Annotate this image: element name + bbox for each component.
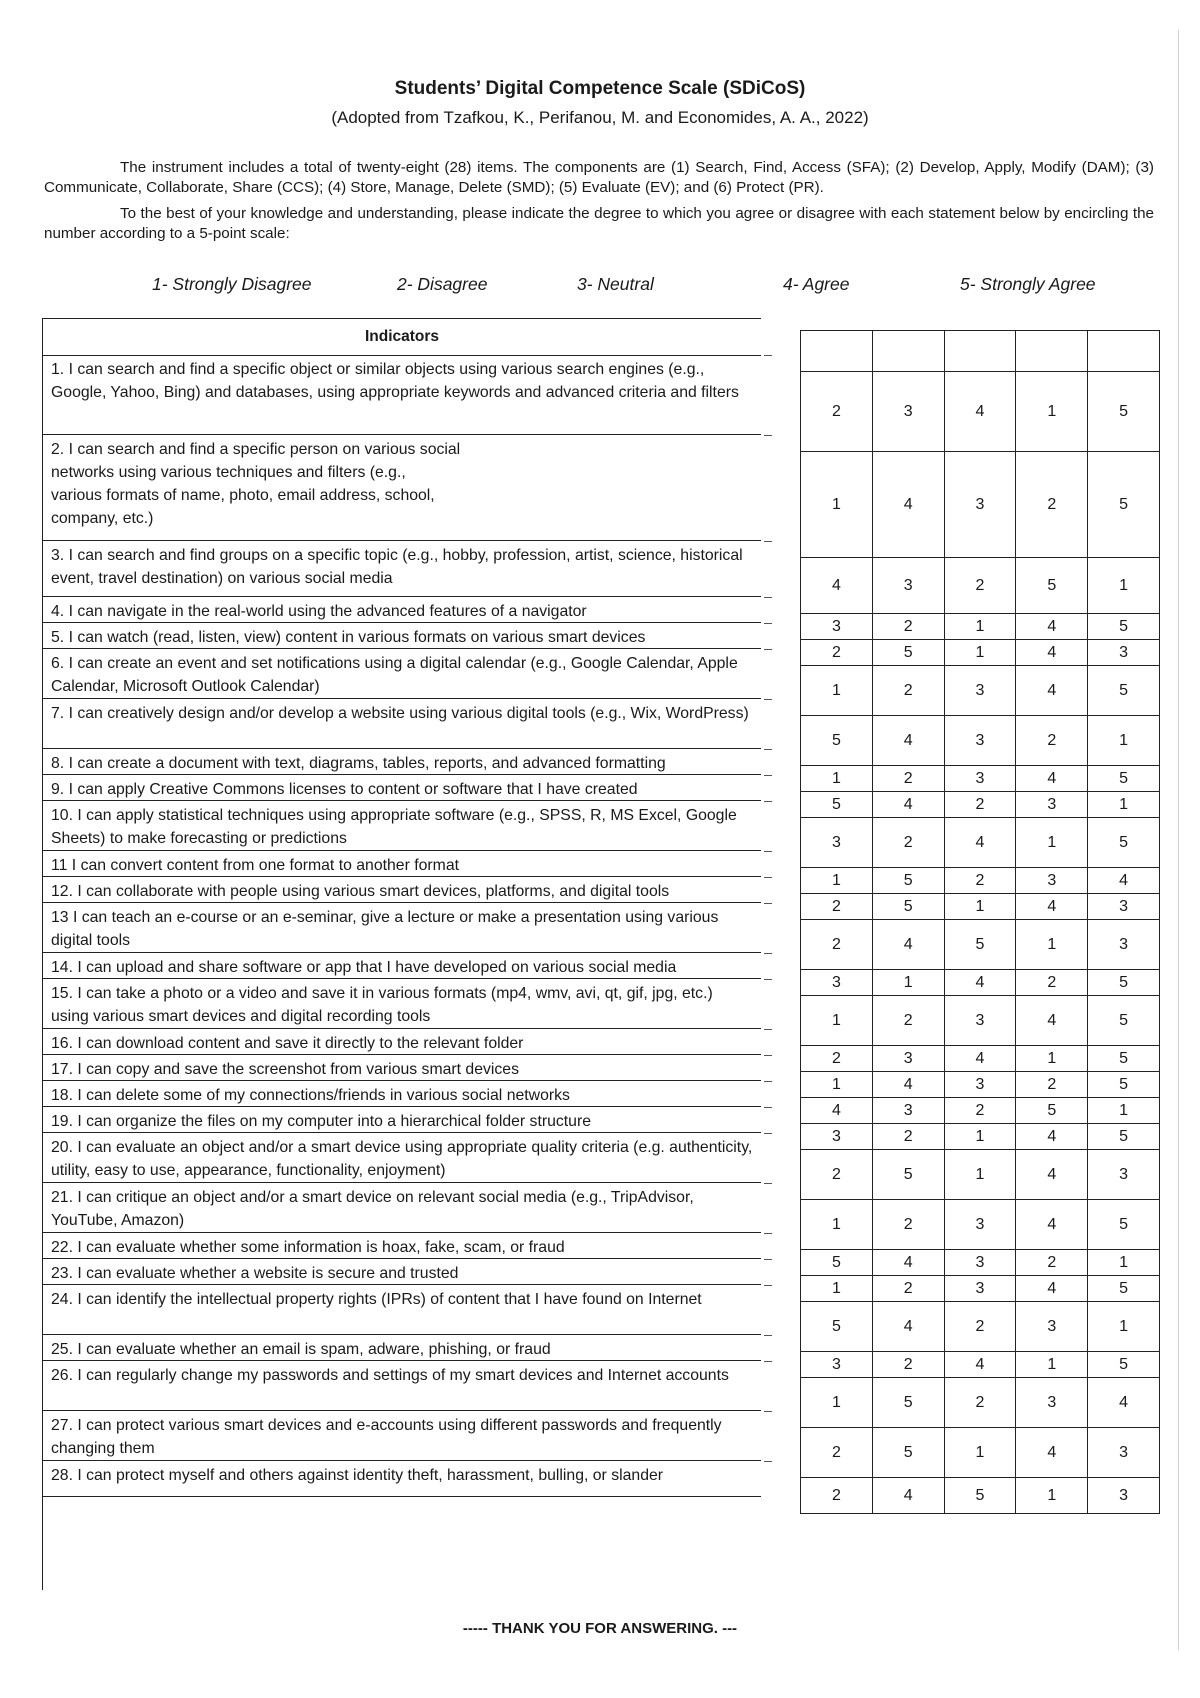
rating-option[interactable]: 5	[801, 792, 873, 817]
rating-option[interactable]: 2	[945, 1302, 1017, 1351]
rating-option[interactable]: 1	[801, 1378, 873, 1427]
rating-option[interactable]: 1	[801, 766, 873, 791]
rating-option[interactable]: 1	[801, 868, 873, 893]
rating-row	[800, 716, 1160, 766]
indicators-rows	[43, 355, 761, 1497]
row-tick	[764, 1461, 772, 1462]
rating-option[interactable]: 5	[1088, 1072, 1160, 1097]
rating-option[interactable]: 4	[945, 372, 1017, 451]
rating-option[interactable]: 5	[1088, 614, 1160, 639]
rating-option[interactable]: 2	[801, 920, 873, 969]
rating-option[interactable]: 2	[873, 614, 945, 639]
rating-option[interactable]: 1	[801, 666, 873, 715]
rating-option[interactable]: 4	[873, 1478, 945, 1513]
row-tick	[764, 801, 772, 802]
rating-option[interactable]: 5	[1088, 452, 1160, 557]
rating-option[interactable]: 1	[1016, 372, 1088, 451]
rating-option[interactable]: 4	[1088, 1378, 1160, 1427]
row-tick	[764, 1233, 772, 1234]
indicator-item: 16. I can download content and save it directly to the relevant folder	[43, 1029, 761, 1055]
rating-option[interactable]: 2	[801, 372, 873, 451]
rating-option[interactable]: 4	[1016, 614, 1088, 639]
indicator-item: 19. I can organize the files on my computer into a hierarchical folder structure	[43, 1107, 761, 1133]
rating-option[interactable]: 3	[945, 666, 1017, 715]
row-tick	[764, 1029, 772, 1030]
indicator-item: 3. I can search and find groups on a specific topic (e.g., hobby, profession, artist, science, historical event, travel destination) on various social media	[43, 541, 761, 597]
rating-option[interactable]: 4	[945, 1046, 1017, 1071]
rating-row	[800, 1098, 1160, 1124]
rating-option[interactable]: 2	[873, 1124, 945, 1149]
row-tick	[764, 597, 772, 598]
indicator-item: 23. I can evaluate whether a website is secure and trusted	[43, 1259, 761, 1285]
row-tick	[764, 1183, 772, 1184]
rating-row	[800, 1428, 1160, 1478]
scale-label-4: 4- Agree	[783, 274, 850, 294]
rating-option[interactable]: 5	[873, 1428, 945, 1477]
rating-option[interactable]: 1	[1088, 558, 1160, 613]
indicator-item: 21. I can critique an object and/or a smart device on relevant social media (e.g., TripAdvisor, YouTube, Amazon)	[43, 1183, 761, 1233]
row-tick	[764, 851, 772, 852]
indicator-item: 18. I can delete some of my connections/friends in various social networks	[43, 1081, 761, 1107]
rating-option[interactable]: 1	[945, 640, 1017, 665]
rating-option[interactable]: 5	[1016, 1098, 1088, 1123]
rating-row	[800, 372, 1160, 452]
indicator-item: 28. I can protect myself and others against identity theft, harassment, bulling, or slander	[43, 1461, 761, 1497]
rating-option[interactable]: 5	[1088, 970, 1160, 995]
row-tick	[764, 877, 772, 878]
indicator-item: 17. I can copy and save the screenshot from various smart devices	[43, 1055, 761, 1081]
row-tick	[764, 1335, 772, 1336]
rating-row	[800, 1478, 1160, 1514]
rating-option[interactable]: 1	[801, 1200, 873, 1249]
indicator-item: 20. I can evaluate an object and/or a smart device using appropriate quality criteria (e.g. authenticity, utility, easy to use, appearance, functionality, enjoyment)	[43, 1133, 761, 1183]
rating-option[interactable]: 2	[873, 1352, 945, 1377]
rating-header-cell	[945, 331, 1017, 371]
rating-option[interactable]: 4	[801, 558, 873, 613]
rating-option[interactable]: 4	[1016, 996, 1088, 1045]
indicator-item: 1. I can search and find a specific object or similar objects using various search engines (e.g., Google, Yahoo, Bing) and databases, using appropriate keywords and advanced criteria and filters	[43, 355, 761, 435]
rating-option[interactable]: 1	[1088, 1302, 1160, 1351]
rating-option[interactable]: 4	[1016, 1124, 1088, 1149]
rating-option[interactable]: 4	[873, 792, 945, 817]
rating-option[interactable]: 4	[1088, 868, 1160, 893]
rating-row	[800, 1302, 1160, 1352]
rating-option[interactable]: 5	[1088, 818, 1160, 867]
rating-option[interactable]: 4	[1016, 766, 1088, 791]
rating-option[interactable]: 2	[873, 818, 945, 867]
rating-row	[800, 640, 1160, 666]
rating-option[interactable]: 2	[945, 1378, 1017, 1427]
rating-header-cell	[873, 331, 945, 371]
rating-row	[800, 614, 1160, 640]
rating-table	[800, 330, 1160, 1590]
rating-option[interactable]: 5	[1088, 1124, 1160, 1149]
rating-option[interactable]: 5	[1088, 666, 1160, 715]
rating-option[interactable]: 4	[945, 1352, 1017, 1377]
rating-option[interactable]: 3	[945, 1250, 1017, 1275]
rating-option[interactable]: 3	[1016, 1378, 1088, 1427]
rating-option[interactable]: 1	[1088, 1250, 1160, 1275]
rating-option[interactable]: 3	[801, 970, 873, 995]
intro-paragraph: The instrument includes a total of twenty-eight (28) items. The components are (1) Search, Find, Access (SFA); (2) Develop, Apply, Modify (DAM); (3) Communicate, Collaborate, Share (CCS); (4) Store, Manage, Delete (SMD); (5) Evaluate (EV); and (6) Protect (PR).	[44, 159, 1154, 196]
rating-option[interactable]: 5	[873, 868, 945, 893]
indicator-item: 5. I can watch (read, listen, view) content in various formats on various smart devices	[43, 623, 761, 649]
scale-label-3: 3- Neutral	[577, 274, 654, 294]
rating-option[interactable]: 3	[1016, 868, 1088, 893]
document-subtitle: (Adopted from Tzafkou, K., Perifanou, M. and Economides, A. A., 2022)	[331, 108, 869, 127]
indicator-item: 13 I can teach an e-course or an e-seminar, give a lecture or make a presentation using various digital tools	[43, 903, 761, 953]
document-title: Students’ Digital Competence Scale (SDiCoS)	[394, 78, 806, 99]
row-tick	[764, 1285, 772, 1286]
rating-option[interactable]: 3	[873, 558, 945, 613]
rating-option[interactable]: 2	[1016, 716, 1088, 765]
rating-option[interactable]: 4	[1016, 1200, 1088, 1249]
indicator-item: 4. I can navigate in the real-world using the advanced features of a navigator	[43, 597, 761, 623]
rating-option[interactable]: 1	[945, 894, 1017, 919]
rating-option[interactable]: 4	[1016, 1276, 1088, 1301]
rating-option[interactable]: 2	[873, 766, 945, 791]
rating-header-cell	[801, 331, 873, 371]
rating-option[interactable]: 1	[945, 614, 1017, 639]
indicator-item: 26. I can regularly change my passwords and settings of my smart devices and Internet accounts	[43, 1361, 761, 1411]
rating-option[interactable]: 2	[801, 1478, 873, 1513]
scale-label-1: 1- Strongly Disagree	[152, 274, 312, 294]
rating-row	[800, 1378, 1160, 1428]
rating-option[interactable]: 3	[801, 818, 873, 867]
indicator-item: 10. I can apply statistical techniques using appropriate software (e.g., SPSS, R, MS Excel, Google Sheets) to make forecasting or predictions	[43, 801, 761, 851]
rating-option[interactable]: 5	[873, 894, 945, 919]
rating-row	[800, 920, 1160, 970]
rating-option[interactable]: 2	[945, 868, 1017, 893]
rating-option[interactable]: 3	[801, 1352, 873, 1377]
rating-option[interactable]: 3	[945, 1200, 1017, 1249]
rating-option[interactable]: 2	[1016, 1250, 1088, 1275]
rating-option[interactable]: 4	[945, 970, 1017, 995]
row-tick	[764, 1259, 772, 1260]
rating-option[interactable]: 3	[945, 996, 1017, 1045]
footer-thanks: ----- THANK YOU FOR ANSWERING. ---	[462, 1620, 738, 1637]
rating-option[interactable]: 5	[1016, 558, 1088, 613]
rating-option[interactable]: 5	[1088, 1046, 1160, 1071]
rating-option[interactable]: 5	[945, 1478, 1017, 1513]
rating-option[interactable]: 2	[945, 792, 1017, 817]
rating-option[interactable]: 4	[873, 1250, 945, 1275]
indicator-item: 8. I can create a document with text, diagrams, tables, reports, and advanced formatting	[43, 749, 761, 775]
row-tick	[764, 979, 772, 980]
rating-option[interactable]: 4	[873, 1072, 945, 1097]
rating-option[interactable]: 2	[801, 894, 873, 919]
rating-option[interactable]: 3	[801, 614, 873, 639]
rating-row	[800, 1046, 1160, 1072]
row-tick	[764, 699, 772, 700]
rating-option[interactable]: 5	[1088, 372, 1160, 451]
rating-option[interactable]: 4	[1016, 1428, 1088, 1477]
row-tick	[764, 775, 772, 776]
rating-row	[800, 1250, 1160, 1276]
rating-option[interactable]: 2	[945, 1098, 1017, 1123]
rating-option[interactable]: 2	[1016, 1072, 1088, 1097]
rating-option[interactable]: 3	[1016, 1302, 1088, 1351]
rating-option[interactable]: 1	[801, 452, 873, 557]
indicator-item: 12. I can collaborate with people using various smart devices, platforms, and digital tools	[43, 877, 761, 903]
rating-row	[800, 894, 1160, 920]
rating-option[interactable]: 5	[1088, 1276, 1160, 1301]
rating-option[interactable]: 3	[801, 1124, 873, 1149]
rating-option[interactable]: 3	[1088, 1478, 1160, 1513]
rating-option[interactable]: 3	[1088, 640, 1160, 665]
row-tick	[764, 1411, 772, 1412]
rating-option[interactable]: 3	[1088, 894, 1160, 919]
row-tick	[764, 623, 772, 624]
rating-option[interactable]: 5	[801, 1302, 873, 1351]
rating-option[interactable]: 4	[801, 1098, 873, 1123]
rating-option[interactable]: 3	[1016, 792, 1088, 817]
scan-edge-line	[1178, 30, 1179, 1650]
rating-row	[800, 452, 1160, 558]
rating-option[interactable]: 5	[873, 1150, 945, 1199]
rating-option[interactable]: 3	[873, 372, 945, 451]
rating-rows	[800, 372, 1160, 1514]
indicator-item: 6. I can create an event and set notifications using a digital calendar (e.g., Google Calendar, Apple Calendar, Microsoft Outlook Calendar)	[43, 649, 761, 699]
rating-option[interactable]: 5	[1088, 1352, 1160, 1377]
instruction-paragraph: To the best of your knowledge and understanding, please indicate the degree to which you agree or disagree with each statement below by encircling the number according to a 5-point scale:	[44, 205, 1154, 242]
rating-option[interactable]: 2	[801, 1046, 873, 1071]
rating-row	[800, 792, 1160, 818]
rating-option[interactable]: 1	[1016, 1046, 1088, 1071]
rating-option[interactable]: 4	[1016, 666, 1088, 715]
rating-option[interactable]: 2	[873, 996, 945, 1045]
row-tick	[764, 1055, 772, 1056]
rating-option[interactable]: 3	[945, 1276, 1017, 1301]
row-tick	[764, 1361, 772, 1362]
rating-option[interactable]: 3	[873, 1046, 945, 1071]
rating-option[interactable]: 4	[945, 818, 1017, 867]
indicator-item: 22. I can evaluate whether some information is hoax, fake, scam, or fraud	[43, 1233, 761, 1259]
rating-row	[800, 766, 1160, 792]
rating-option[interactable]: 1	[945, 1124, 1017, 1149]
rating-row	[800, 1124, 1160, 1150]
rating-option[interactable]: 4	[873, 1302, 945, 1351]
rating-option[interactable]: 1	[1016, 1478, 1088, 1513]
rating-row	[800, 868, 1160, 894]
row-tick	[764, 355, 772, 356]
rating-option[interactable]: 3	[945, 1072, 1017, 1097]
row-tick	[764, 1107, 772, 1108]
rating-option[interactable]: 1	[1016, 818, 1088, 867]
rating-option[interactable]: 1	[1016, 1352, 1088, 1377]
row-tick	[764, 903, 772, 904]
indicator-item: 9. I can apply Creative Commons licenses to content or software that I have created	[43, 775, 761, 801]
rating-option[interactable]: 1	[801, 1276, 873, 1301]
indicator-item: 15. I can take a photo or a video and save it in various formats (mp4, wmv, avi, qt, gif, jpg, etc.) using various smart devices and digital recording tools	[43, 979, 761, 1029]
rating-row	[800, 558, 1160, 614]
rating-row	[800, 1150, 1160, 1200]
scale-label-5: 5- Strongly Agree	[960, 274, 1096, 294]
rating-row	[800, 996, 1160, 1046]
rating-option[interactable]: 5	[1088, 996, 1160, 1045]
rating-option[interactable]: 2	[801, 640, 873, 665]
indicator-item: 24. I can identify the intellectual property rights (IPRs) of content that I have found on Internet	[43, 1285, 761, 1335]
rating-row	[800, 1352, 1160, 1378]
rating-option[interactable]: 1	[945, 1150, 1017, 1199]
rating-row	[800, 818, 1160, 868]
rating-option[interactable]: 4	[873, 920, 945, 969]
rating-option[interactable]: 4	[873, 452, 945, 557]
indicators-table	[42, 318, 761, 1590]
rating-option[interactable]: 1	[1088, 792, 1160, 817]
indicator-item: 14. I can upload and share software or app that I have developed on various social media	[43, 953, 761, 979]
row-tick	[764, 1133, 772, 1134]
rating-option[interactable]: 2	[801, 1150, 873, 1199]
scale-label-2: 2- Disagree	[397, 274, 488, 294]
rating-option[interactable]: 5	[873, 640, 945, 665]
indicators-header: Indicators	[43, 318, 761, 356]
rating-option[interactable]: 5	[873, 1378, 945, 1427]
rating-header-cell	[1088, 331, 1160, 371]
rating-option[interactable]: 5	[801, 1250, 873, 1275]
rating-row	[800, 1276, 1160, 1302]
rating-option[interactable]: 5	[1088, 1200, 1160, 1249]
indicator-item: 7. I can creatively design and/or develop a website using various digital tools (e.g., Wix, WordPress)	[43, 699, 761, 749]
rating-option[interactable]: 3	[945, 716, 1017, 765]
rating-option[interactable]: 1	[1088, 1098, 1160, 1123]
rating-option[interactable]: 3	[873, 1098, 945, 1123]
rating-option[interactable]: 1	[873, 970, 945, 995]
rating-option[interactable]: 1	[801, 996, 873, 1045]
rating-option[interactable]: 2	[873, 1276, 945, 1301]
row-tick	[764, 749, 772, 750]
rating-option[interactable]: 2	[1016, 452, 1088, 557]
rating-option[interactable]: 3	[1088, 920, 1160, 969]
rating-row	[800, 1072, 1160, 1098]
rating-row	[800, 1200, 1160, 1250]
indicator-item: 27. I can protect various smart devices and e-accounts using different passwords and frequently changing them	[43, 1411, 761, 1461]
rating-option[interactable]: 2	[873, 666, 945, 715]
rating-row	[800, 666, 1160, 716]
rating-option[interactable]: 5	[801, 716, 873, 765]
rating-option[interactable]: 2	[945, 558, 1017, 613]
rating-option[interactable]: 3	[945, 452, 1017, 557]
rating-option[interactable]: 5	[1088, 766, 1160, 791]
indicator-item: 11 I can convert content from one format to another format	[43, 851, 761, 877]
rating-option[interactable]: 3	[945, 766, 1017, 791]
row-tick	[764, 541, 772, 542]
rating-row	[800, 970, 1160, 996]
rating-option[interactable]: 4	[873, 716, 945, 765]
rating-option[interactable]: 1	[945, 1428, 1017, 1477]
rating-header-cell	[1016, 331, 1088, 371]
row-tick	[764, 649, 772, 650]
rating-option[interactable]: 1	[801, 1072, 873, 1097]
rating-option[interactable]: 4	[1016, 894, 1088, 919]
rating-option[interactable]: 5	[945, 920, 1017, 969]
rating-option[interactable]: 2	[801, 1428, 873, 1477]
rating-option[interactable]: 3	[1088, 1150, 1160, 1199]
row-tick	[764, 435, 772, 436]
rating-option[interactable]: 1	[1016, 920, 1088, 969]
indicator-item: 2. I can search and find a specific person on various social networks using various techniques and filters (e.g., various formats of name, photo, email address, school, company, etc.)	[43, 435, 761, 541]
rating-table-header	[800, 330, 1160, 372]
rating-option[interactable]: 2	[1016, 970, 1088, 995]
indicator-item: 25. I can evaluate whether an email is spam, adware, phishing, or fraud	[43, 1335, 761, 1361]
row-tick	[764, 953, 772, 954]
rating-option[interactable]: 4	[1016, 1150, 1088, 1199]
rating-option[interactable]: 2	[873, 1200, 945, 1249]
rating-option[interactable]: 3	[1088, 1428, 1160, 1477]
rating-option[interactable]: 4	[1016, 640, 1088, 665]
rating-option[interactable]: 1	[1088, 716, 1160, 765]
row-tick	[764, 1081, 772, 1082]
